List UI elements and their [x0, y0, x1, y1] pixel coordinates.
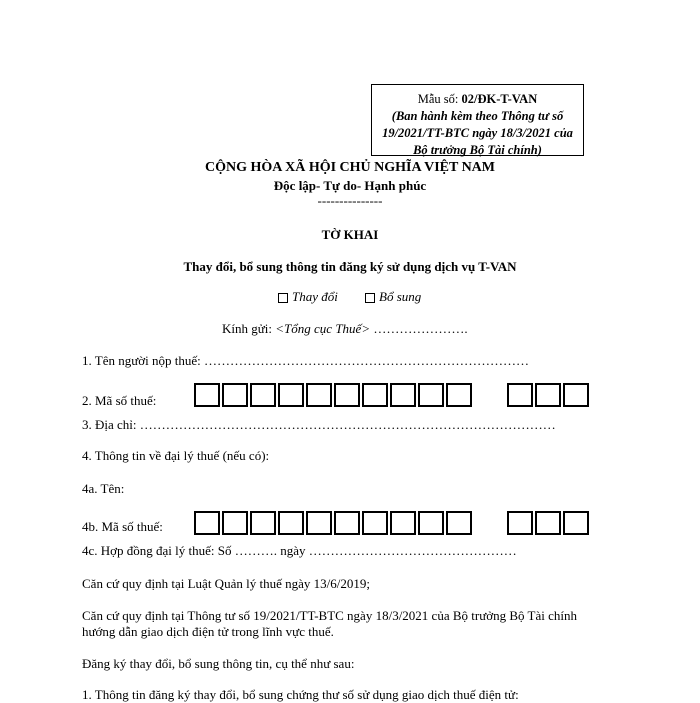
change-checkbox[interactable]	[278, 293, 288, 303]
recipient-line: Kính gửi: <Tổng cục Thuế> ………………….	[222, 321, 468, 336]
agent-tax-code-branch-boxes[interactable]	[507, 511, 591, 535]
agent-tax-code-branch-digit[interactable]	[507, 511, 533, 535]
tax-code-branch-boxes[interactable]	[507, 383, 591, 407]
agent-tax-code-boxes[interactable]	[194, 511, 474, 535]
agent-info-heading: 4. Thông tin về đại lý thuế (nếu có):	[82, 448, 270, 463]
taxpayer-name-field[interactable]: 1. Tên người nộp thuế: …………………………………………………………………	[82, 353, 530, 368]
form-title: TỜ KHAI	[321, 227, 379, 242]
tax-code-digit[interactable]	[194, 383, 220, 407]
registration-statement: Đăng ký thay đổi, bổ sung thông tin, cụ thể như sau:	[82, 656, 355, 671]
tax-code-branch-digit[interactable]	[535, 383, 561, 407]
tax-code-digit[interactable]	[222, 383, 248, 407]
agent-tax-code-branch-digit[interactable]	[535, 511, 561, 535]
tax-code-digit[interactable]	[418, 383, 444, 407]
form-issued-line-2: 19/2021/TT-BTC ngày 18/3/2021 của	[382, 126, 573, 140]
tax-code-digit[interactable]	[446, 383, 472, 407]
agent-tax-code-digit[interactable]	[194, 511, 220, 535]
agent-tax-code-digit[interactable]	[278, 511, 304, 535]
recipient-name: <Tổng cục Thuế>	[275, 321, 371, 336]
form-issued-line-1: (Ban hành kèm theo Thông tư số	[391, 109, 564, 123]
national-motto: Độc lập- Tự do- Hạnh phúc	[273, 178, 427, 193]
tax-code-digit[interactable]	[334, 383, 360, 407]
supplement-checkbox[interactable]	[365, 293, 375, 303]
agent-tax-code-digit[interactable]	[306, 511, 332, 535]
form-issued-line-3: Bộ trưởng Bộ Tài chính)	[413, 143, 542, 157]
tax-code-digit[interactable]	[306, 383, 332, 407]
section-1-heading: 1. Thông tin đăng ký thay đổi, bổ sung chứng thư số sử dụng giao dịch thuế điện tử:	[82, 687, 519, 702]
form-code: Mẫu số: 02/ĐK-T-VAN	[417, 92, 538, 106]
tax-code-digit[interactable]	[250, 383, 276, 407]
agent-contract-field[interactable]: 4c. Hợp đồng đại lý thuế: Số ………. ngày …………………………………………	[82, 543, 517, 558]
agent-tax-code-digit[interactable]	[418, 511, 444, 535]
tax-code-branch-digit[interactable]	[507, 383, 533, 407]
agent-tax-code-label: 4b. Mã số thuế:	[82, 519, 163, 534]
tax-code-digit[interactable]	[362, 383, 388, 407]
legal-basis-1: Căn cứ quy định tại Luật Quản lý thuế ngày 13/6/2019;	[82, 576, 370, 591]
header-separator: ---------------	[317, 193, 383, 208]
tax-code-branch-digit[interactable]	[563, 383, 589, 407]
form-subtitle: Thay đổi, bổ sung thông tin đăng ký sử dụng dịch vụ T-VAN	[183, 259, 517, 274]
agent-tax-code-digit[interactable]	[362, 511, 388, 535]
agent-tax-code-digit[interactable]	[390, 511, 416, 535]
tax-code-label: 2. Mã số thuế:	[82, 393, 157, 408]
option-change-label: Thay đổi	[292, 289, 338, 304]
agent-name-field[interactable]: 4a. Tên:	[82, 481, 125, 496]
agent-tax-code-branch-digit[interactable]	[563, 511, 589, 535]
country-name: CỘNG HÒA XÃ HỘI CHỦ NGHĨA VIỆT NAM	[204, 160, 495, 175]
form-code-box	[371, 84, 584, 156]
legal-basis-2-line-2: hướng dẫn giao dịch điện tử trong lĩnh vực thuế.	[82, 624, 334, 639]
agent-tax-code-digit[interactable]	[446, 511, 472, 535]
agent-tax-code-digit[interactable]	[250, 511, 276, 535]
tax-code-digit[interactable]	[390, 383, 416, 407]
option-change[interactable]	[278, 289, 338, 305]
agent-tax-code-digit[interactable]	[222, 511, 248, 535]
agent-tax-code-digit[interactable]	[334, 511, 360, 535]
tax-code-digit[interactable]	[278, 383, 304, 407]
address-field[interactable]: 3. Địa chỉ: ……………………………………………………………………………………	[82, 417, 556, 432]
option-supplement[interactable]	[365, 289, 421, 305]
tax-code-boxes[interactable]	[194, 383, 474, 407]
option-supplement-label: Bổ sung	[379, 289, 422, 304]
legal-basis-2-line-1: Căn cứ quy định tại Thông tư số 19/2021/TT-BTC ngày 18/3/2021 của Bộ trưởng Bộ Tài chính	[82, 608, 578, 623]
